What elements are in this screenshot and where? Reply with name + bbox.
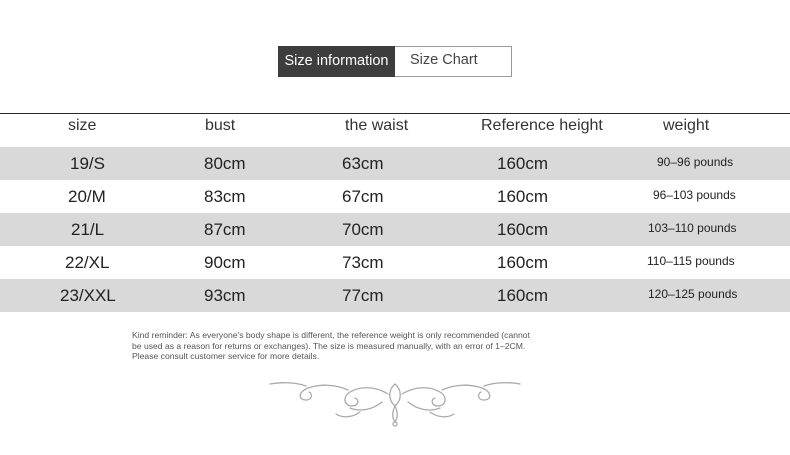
cell-bust: 87cm	[204, 220, 246, 239]
cell-height: 160cm	[497, 154, 549, 173]
cell-weight: 90–96 pounds	[657, 155, 734, 169]
cell-height: 160cm	[497, 220, 549, 239]
table-row	[0, 147, 790, 180]
cell-size: 20/M	[68, 187, 106, 206]
cell-waist: 77cm	[342, 286, 384, 305]
cell-size: 19/S	[70, 154, 105, 173]
note-line-1: Kind reminder: As everyone's body shape is different, the reference weight is only recommended (cannot	[132, 330, 530, 340]
table-top-divider	[0, 113, 790, 114]
cell-size: 22/XL	[65, 253, 110, 272]
cell-bust: 80cm	[204, 154, 246, 173]
header-size: size	[68, 117, 97, 134]
header-height: Reference height	[481, 117, 603, 134]
note-line-3: Please consult customer service for more details.	[132, 351, 320, 361]
cell-size: 23/XXL	[60, 286, 116, 305]
cell-weight: 103–110 pounds	[648, 221, 737, 235]
cell-height: 160cm	[497, 253, 549, 272]
decorative-scroll-divider-icon	[120, 372, 670, 432]
cell-waist: 63cm	[342, 154, 384, 173]
table-row	[0, 279, 790, 312]
tab-size-chart[interactable]: Size Chart	[395, 46, 512, 77]
cell-weight: 120–125 pounds	[648, 287, 738, 301]
table-row	[0, 180, 790, 213]
cell-waist: 73cm	[342, 253, 384, 272]
header-weight: weight	[663, 117, 710, 134]
cell-height: 160cm	[497, 187, 549, 206]
table-row	[0, 246, 790, 279]
cell-bust: 93cm	[204, 286, 246, 305]
header-bust: bust	[205, 117, 236, 134]
note-line-2: be used as a reason for returns or exchanges). The size is measured manually, with an error of 1–2CM.	[132, 340, 526, 351]
cell-waist: 67cm	[342, 187, 384, 206]
cell-weight: 96–103 pounds	[653, 188, 736, 202]
tab-size-information[interactable]: Size information	[278, 46, 395, 77]
cell-bust: 83cm	[204, 187, 246, 206]
cell-waist: 70cm	[342, 220, 384, 239]
header-waist: the waist	[345, 117, 409, 134]
cell-weight: 110–115 pounds	[647, 254, 735, 268]
cell-size: 21/L	[71, 220, 105, 239]
kind-reminder-note	[132, 330, 652, 362]
size-tabs	[278, 46, 512, 77]
cell-bust: 90cm	[204, 253, 246, 272]
cell-height: 160cm	[497, 286, 549, 305]
table-row	[0, 213, 790, 246]
